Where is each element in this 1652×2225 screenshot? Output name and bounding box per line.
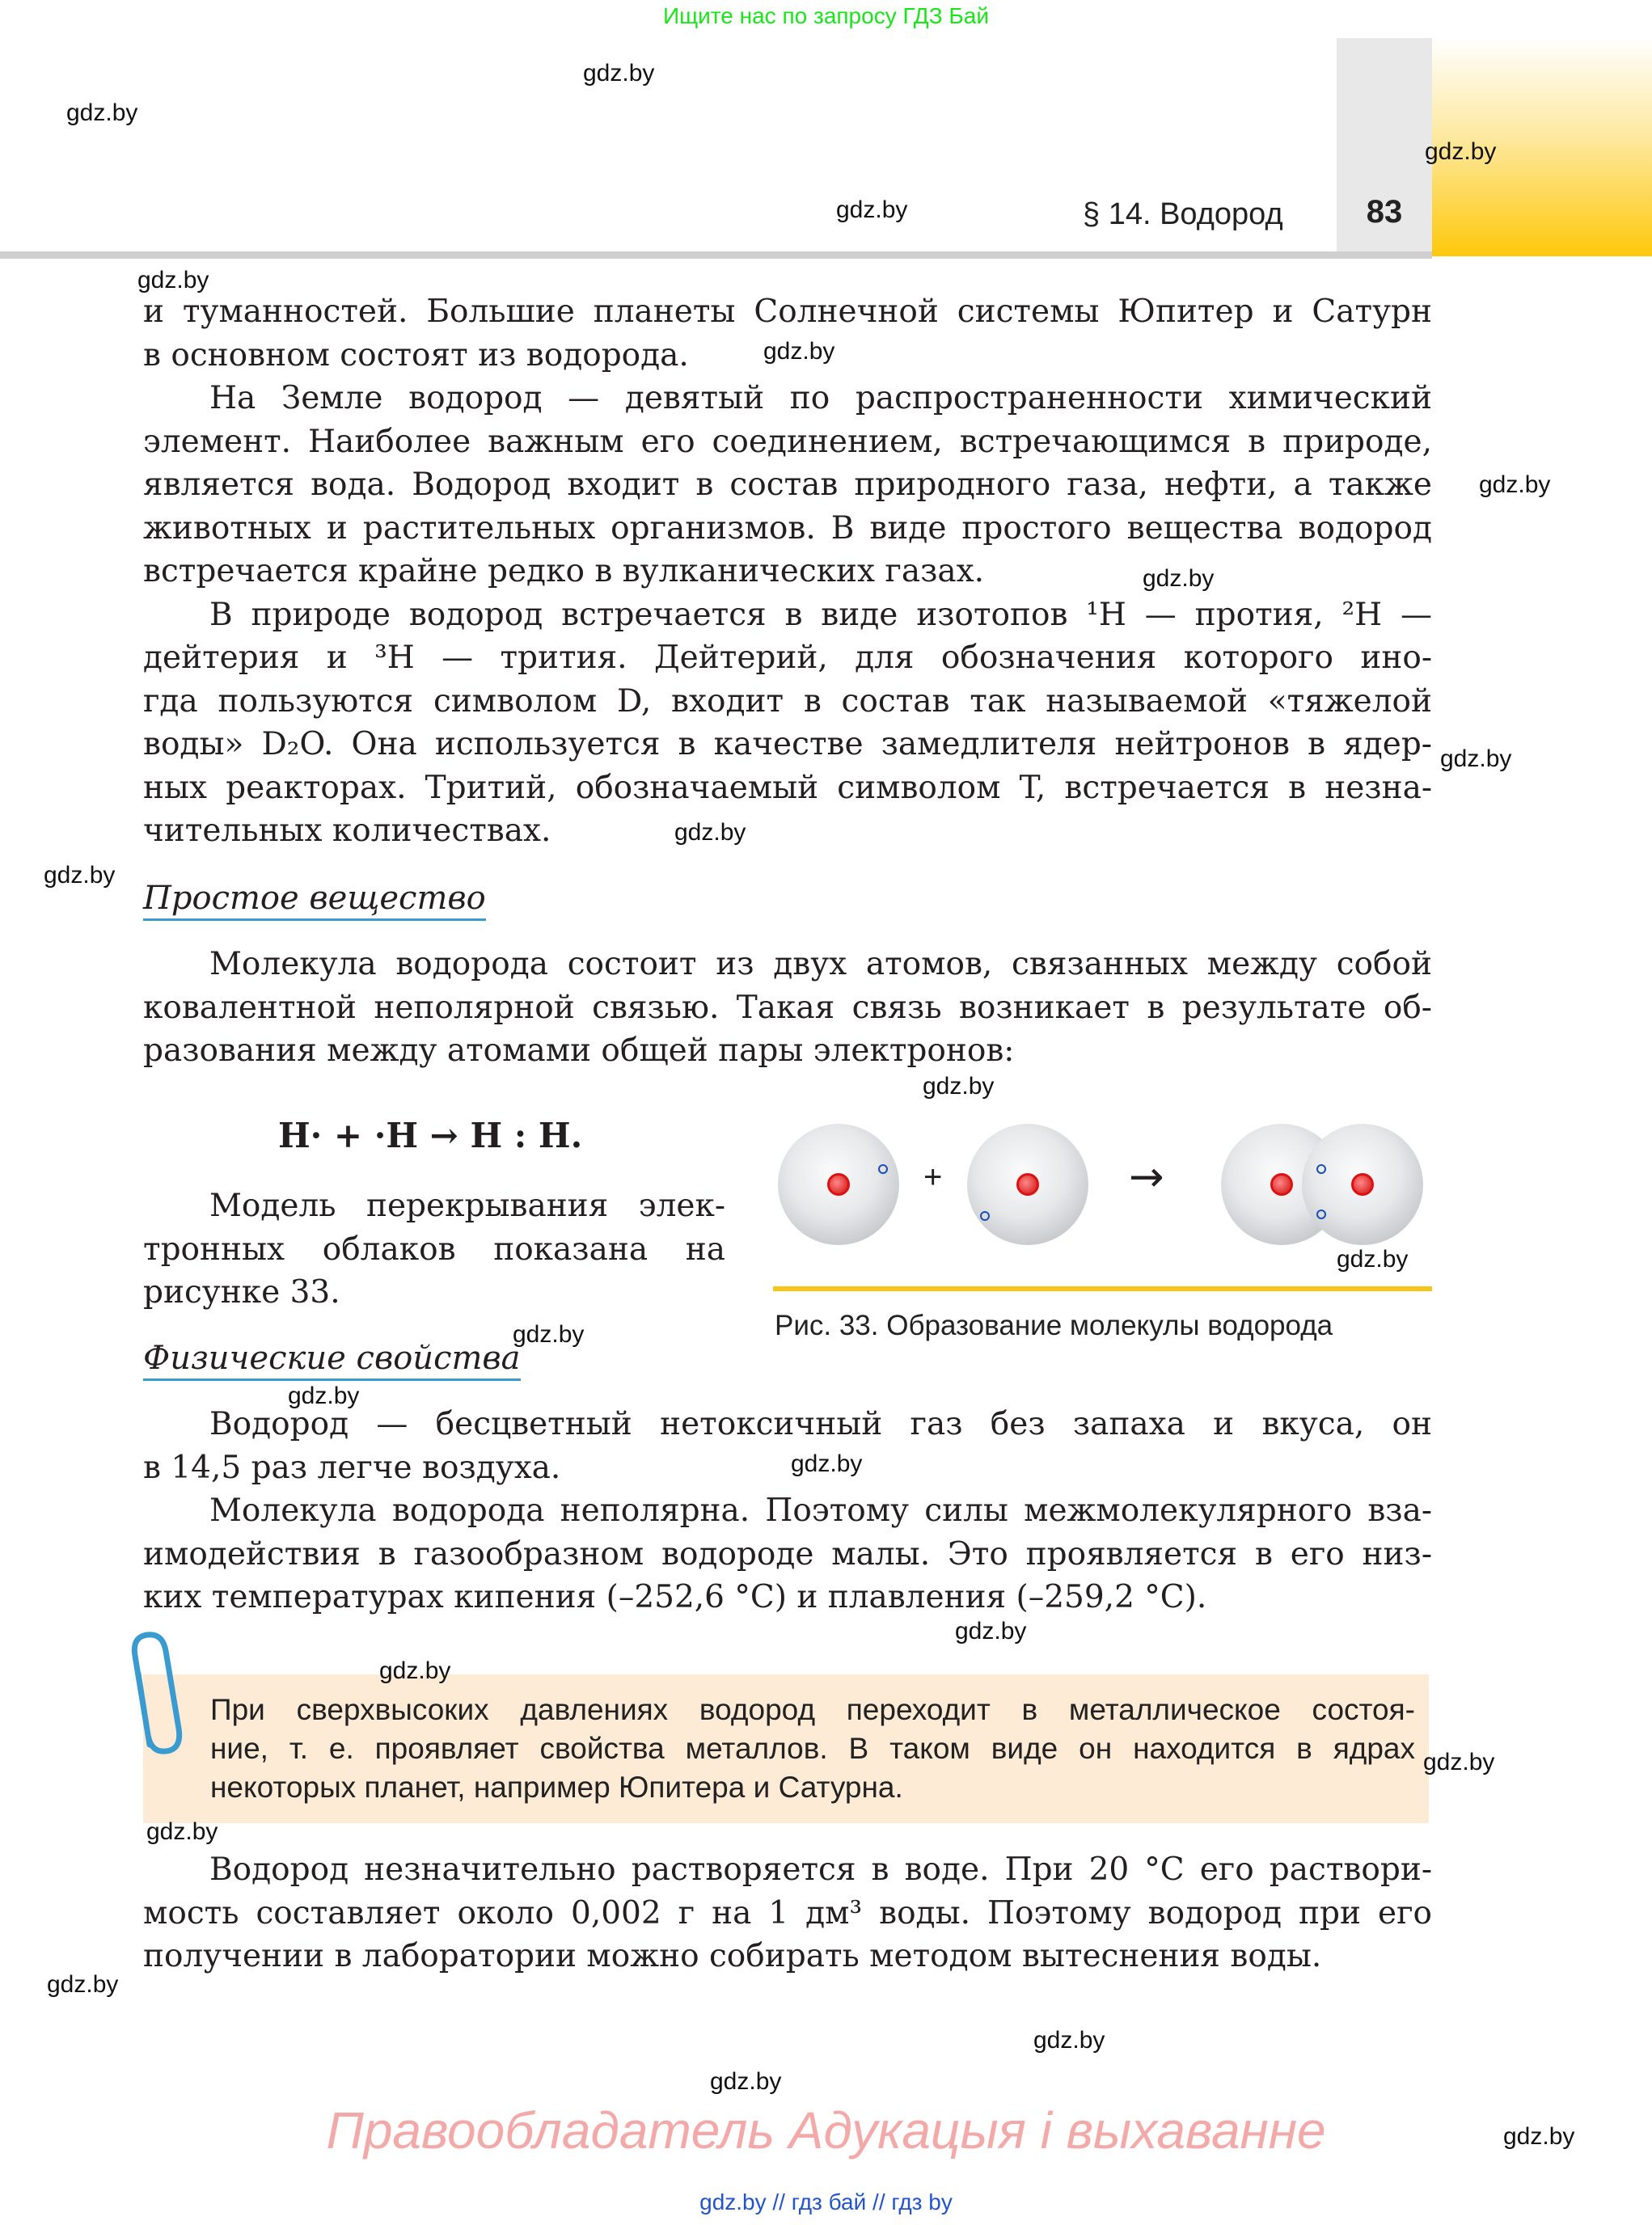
- plus-sign: +: [923, 1159, 943, 1195]
- text-line: Молекула водорода неполярна. Поэтому силы межмолекулярного вза-: [209, 1492, 1432, 1529]
- text-line: имодействия в газообразном водороде малы. Это проявляется в его низ-: [143, 1535, 1432, 1573]
- text-line: ковалентной неполярной связью. Такая связь возникает в результате об-: [143, 989, 1432, 1026]
- gdz-watermark: gdz.by: [1423, 1749, 1495, 1775]
- text-line: ких температурах кипения (–252,6 °C) и плавления (–259,2 °C).: [143, 1579, 1207, 1615]
- search-banner: Ищите нас по запросу ГДЗ Бай: [662, 3, 990, 28]
- gdz-watermark: gdz.by: [1425, 138, 1497, 165]
- text-line: Молекула водорода состоит из двух атомов, связанных между собой: [209, 946, 1432, 982]
- paragraph: [143, 1489, 1432, 1619]
- text-line: ных реакторах. Тритий, обозначаемый символом T, встречается в незна-: [143, 769, 1432, 806]
- gdz-watermark: gdz.by: [836, 196, 908, 223]
- gdz-watermark: gdz.by: [44, 862, 116, 889]
- gdz-watermark: gdz.by: [146, 1818, 218, 1845]
- text-line: разования между атомами общей пары электронов:: [143, 1032, 1015, 1069]
- gdz-watermark: gdz.by: [137, 267, 209, 293]
- note-text: [210, 1691, 1415, 1807]
- text-line: Водород — бесцветный нетоксичный газ без запаха и вкуса, он: [209, 1406, 1432, 1442]
- gdz-watermark: gdz.by: [1143, 565, 1215, 592]
- text-line: и туманностей. Большие планеты Солнечной системы Юпитер и Сатурн: [143, 293, 1432, 330]
- hydrogen-atom: [778, 1124, 899, 1245]
- nucleus: [1351, 1173, 1374, 1196]
- hydrogen-atom: [1302, 1124, 1423, 1245]
- text-line: животных и растительных организмов. В виде простого вещества водород: [143, 509, 1432, 547]
- paragraph: [143, 943, 1432, 1073]
- text-line: рисунке 33.: [143, 1274, 340, 1311]
- paragraph: [143, 377, 1432, 593]
- gdz-watermark: gdz.by: [763, 338, 835, 365]
- gdz-watermark: gdz.by: [513, 1321, 585, 1348]
- paragraph: [143, 1848, 1432, 1978]
- gdz-watermark: gdz.by: [1503, 2123, 1575, 2150]
- text-line: в 14,5 раз легче воздуха.: [143, 1449, 561, 1486]
- gdz-watermark: gdz.by: [710, 2068, 782, 2095]
- text-line: элемент. Наиболее важным его соединением, встречающимся в природе,: [143, 423, 1432, 460]
- text-line: является вода. Водород входит в состав природного газа, нефти, а также: [143, 467, 1432, 503]
- text-line: В природе водород встречается в виде изотопов ¹H — протия, ²H —: [209, 596, 1432, 633]
- electron: [980, 1211, 990, 1221]
- footer-links[interactable]: gdz.by // гдз бай // гдз by: [699, 2189, 953, 2214]
- paragraph: [143, 1184, 725, 1315]
- electron: [1316, 1210, 1326, 1219]
- text-line: На Земле водород — девятый по распространенности химический: [209, 380, 1432, 416]
- text-line: мость составляет около 0,002 г на 1 дм³ воды. Поэтому водород при его: [143, 1894, 1432, 1932]
- text-line: встречается крайне редко в вулканических газах.: [143, 553, 985, 589]
- text-line: получении в лаборатории можно собирать методом вытеснения воды.: [143, 1938, 1322, 1974]
- text-line: некоторых планет, например Юпитера и Сатурна.: [210, 1771, 903, 1804]
- header-divider: [0, 251, 1432, 259]
- arrow-icon: →: [1129, 1153, 1164, 1201]
- note-box: [143, 1674, 1429, 1823]
- text-line: тронных облаков показана на: [143, 1231, 725, 1268]
- text-line: дейтерия и ³H — трития. Дейтерий, для обозначения которого ино-: [143, 640, 1432, 676]
- text-line: воды» D₂O. Она используется в качестве замедлителя нейтронов в ядер-: [143, 726, 1432, 762]
- gdz-watermark: gdz.by: [583, 60, 655, 87]
- nucleus: [1270, 1173, 1293, 1196]
- page-number: 83: [1366, 194, 1403, 230]
- nucleus: [1016, 1173, 1039, 1196]
- figure-33: [773, 1111, 1432, 1256]
- text-line: Водород незначительно растворяется в воде. При 20 °C его раствори-: [209, 1851, 1432, 1888]
- paperclip-icon: [125, 1632, 186, 1754]
- gdz-watermark: gdz.by: [923, 1073, 995, 1100]
- gdz-watermark: gdz.by: [1033, 2027, 1105, 2054]
- text-line: в основном состоят из водорода.: [143, 336, 689, 374]
- text-line: гда пользуются символом D, входит в состав так называемой «тяжелой: [143, 682, 1432, 720]
- gdz-watermark: gdz.by: [1479, 471, 1551, 498]
- section-title: § 14. Водород: [1083, 197, 1283, 231]
- heading-simple-substance: Простое вещество: [143, 880, 486, 921]
- nucleus: [827, 1173, 850, 1196]
- equation: H· + ·H → H : H.: [278, 1116, 583, 1155]
- gdz-watermark: gdz.by: [674, 819, 746, 846]
- text-line: чительных количествах.: [143, 813, 551, 849]
- gdz-watermark: gdz.by: [66, 99, 138, 126]
- copyright-watermark: Правообладатель Адукацыя і выхаванне: [326, 2101, 1326, 2160]
- figure-caption: Рис. 33. Образование молекулы водорода: [775, 1310, 1333, 1341]
- text-line: ние, т. е. проявляет свойства металлов. В таком виде он находится в ядрах: [210, 1732, 1415, 1765]
- electron: [1316, 1164, 1326, 1174]
- gdz-watermark: gdz.by: [47, 1971, 119, 1998]
- gdz-watermark: gdz.by: [791, 1450, 863, 1477]
- electron: [878, 1164, 888, 1174]
- figure-divider: [773, 1286, 1432, 1291]
- paragraph: [143, 1403, 1432, 1489]
- gdz-watermark: gdz.by: [955, 1618, 1027, 1644]
- gdz-watermark: gdz.by: [379, 1657, 451, 1684]
- paragraph: [143, 593, 1432, 853]
- gdz-watermark: gdz.by: [1440, 745, 1512, 772]
- heading-physical-properties: Физические свойства: [143, 1340, 521, 1381]
- gdz-watermark: gdz.by: [1337, 1246, 1409, 1273]
- text-line: Модель перекрывания элек-: [209, 1188, 725, 1224]
- gdz-watermark: gdz.by: [288, 1383, 360, 1409]
- text-line: При сверхвысоких давлениях водород переходит в металлическое состоя-: [210, 1693, 1415, 1726]
- hydrogen-atom: [967, 1124, 1088, 1245]
